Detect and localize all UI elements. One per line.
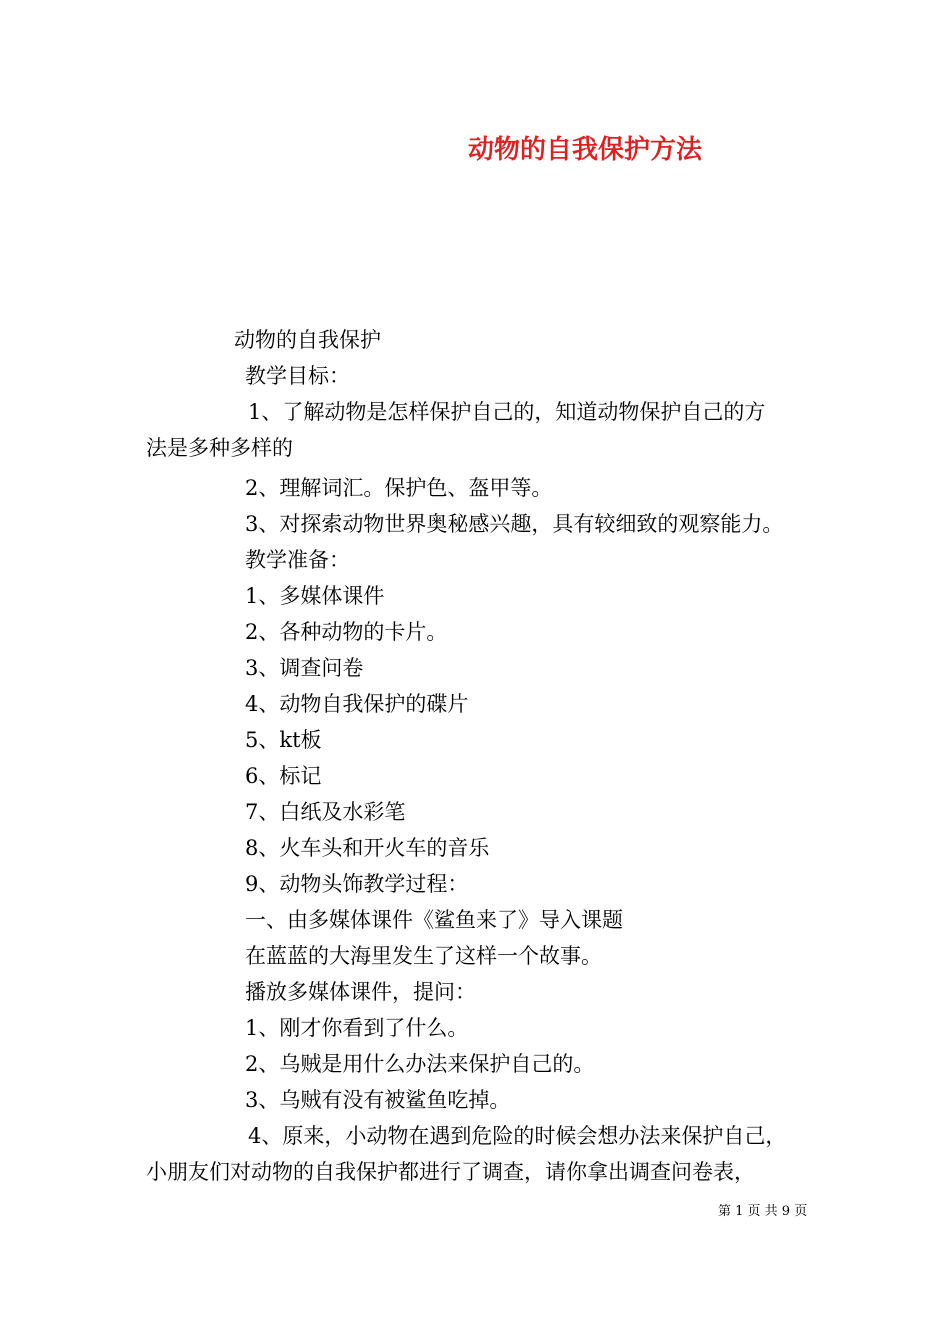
text-line: 3、对探索动物世界奥秘感兴趣，具有较细致的观察能力。 [245,512,784,536]
text-line: 教学目标： [245,364,350,388]
text-line: 1、多媒体课件 [245,584,385,608]
text-line: 4、原来，小动物在遇到危险的时候会想办法来保护自己， [248,1124,787,1148]
text-line: 6、标记 [245,764,322,788]
text-line: 1、刚才你看到了什么。 [245,1016,469,1040]
text-line: 7、白纸及水彩笔 [245,800,406,824]
text-line: 3、乌贼有没有被鲨鱼吃掉。 [245,1088,511,1112]
text-line: 教学准备： [245,548,350,572]
text-line: 5、kt板 [245,728,322,752]
text-line: 小朋友们对动物的自我保护都进行了调查，请你拿出调查问卷表， [146,1160,755,1184]
text-line: 2、各种动物的卡片。 [245,620,448,644]
text-line: 8、火车头和开火车的音乐 [245,836,490,860]
text-line: 2、乌贼是用什么办法来保护自己的。 [245,1052,595,1076]
text-line: 法是多种多样的 [146,436,293,460]
text-line: 3、调查问卷 [245,656,364,680]
text-line: 播放多媒体课件，提问： [245,980,476,1004]
text-line: 2、理解词汇。保护色、盔甲等。 [245,476,553,500]
page-number-footer: 第 1 页 共 9 页 [718,1204,808,1219]
document-title: 动物的自我保护方法 [468,135,703,165]
text-line: 4、动物自我保护的碟片 [245,692,469,716]
text-line: 在蓝蓝的大海里发生了这样一个故事。 [245,944,602,968]
text-line: 9、动物头饰教学过程： [245,872,469,896]
text-line: 动物的自我保护 [234,328,381,352]
text-line: 1、了解动物是怎样保护自己的，知道动物保护自己的方 [248,400,766,424]
text-line: 一、由多媒体课件《鲨鱼来了》导入课题 [245,908,623,932]
